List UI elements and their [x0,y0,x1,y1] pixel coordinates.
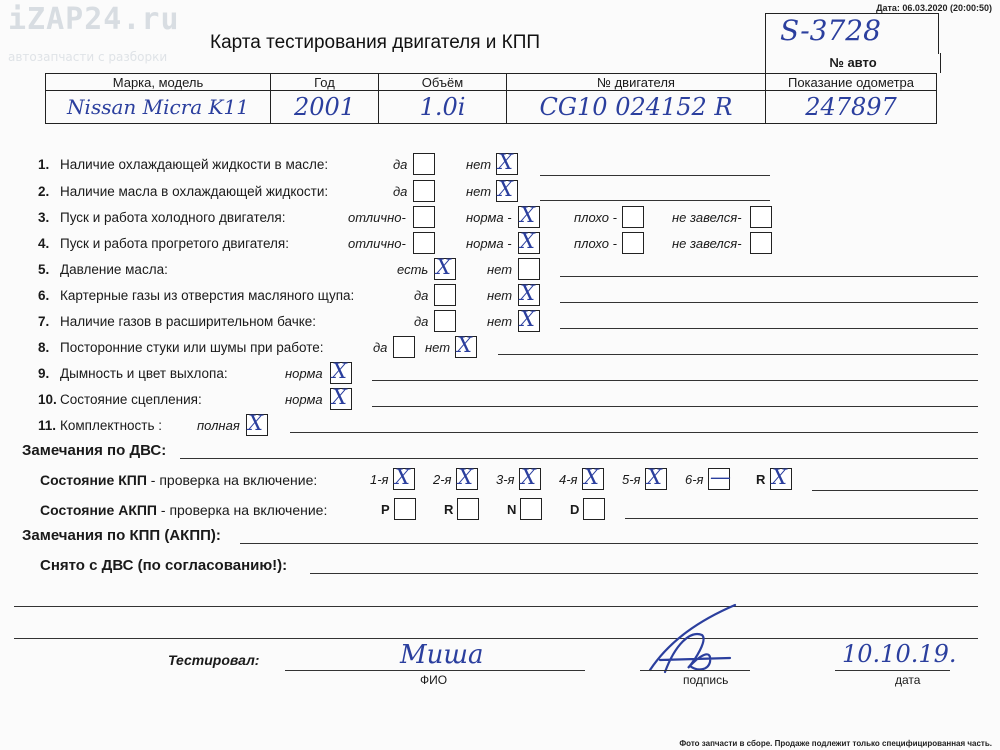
q6-note-line [560,302,978,303]
question-4: 4. Пуск и работа прогретого двигателя: [38,236,289,251]
akpp-n-checkbox[interactable] [520,498,542,520]
gearbox-remarks-line [240,543,978,544]
question-7: 7. Наличие газов в расширительном бачке: [38,314,317,329]
date-caption: дата [895,673,921,687]
signature-line [640,670,750,671]
gear-2-checkbox[interactable]: X [456,468,478,490]
automatic-check-label: Состояние АКПП - проверка на включение: [40,502,328,518]
q10-note-line [372,406,978,407]
q9-normal-checkbox[interactable]: X [330,362,352,384]
signature-caption: подпись [683,673,729,687]
value-year: 2001 [271,91,379,124]
q1-no-checkbox[interactable]: X [496,153,518,175]
q8-opt-no: нет [425,340,451,355]
akpp-d-label: D [570,502,580,517]
photo-footer-note: Фото запчасти в сборе. Продаже подлежит только специфицированная часть. [679,739,992,748]
q9-note-line [372,380,978,381]
gear-1-label: 1-я [370,472,389,487]
question-8: 8. Посторонние стуки или шумы при работе: [38,340,324,355]
q5-absent-checkbox[interactable] [518,258,540,280]
q4-opt-bad: плохо - [574,236,617,251]
q1-opt-no: нет [466,157,492,172]
value-engine-number: CG10 024152 R [507,91,766,124]
q4-normal-checkbox[interactable]: X [518,232,540,254]
q4-bad-checkbox[interactable] [622,232,644,254]
q5-opt-present: есть [397,262,429,277]
vehicle-info-table [45,73,937,124]
q3-normal-checkbox[interactable]: X [518,206,540,228]
q11-opt-complete: полная [197,418,240,433]
q11-note-line [290,432,978,433]
header-model: Марка, модель [46,74,271,91]
q1-opt-yes: да [393,157,408,172]
question-9: 9. Дымность и цвет выхлопа: [38,366,228,381]
site-watermark: iZAP24.ru [8,2,180,37]
question-6: 6. Картерные газы из отверстия масляного щупа: [38,288,355,303]
q3-opt-bad: плохо - [574,210,617,225]
tester-name-value: Миша [400,640,484,670]
card-title: Карта тестирования двигателя и КПП [210,32,541,53]
q4-opt-excellent: отлично- [348,236,406,251]
q2-opt-no: нет [466,184,492,199]
gear-reverse-label: R [756,472,766,487]
q7-opt-no: нет [487,314,513,329]
question-1: 1. Наличие охлаждающей жидкости в масле: [38,157,329,172]
q5-opt-absent: нет [487,262,513,277]
gearbox-note-line [812,490,978,491]
gear-4-label: 4-я [559,472,578,487]
q3-opt-excellent: отлично- [348,210,406,225]
tester-name-line [285,670,585,671]
akpp-n-label: N [507,502,517,517]
value-model: Nissan Micra K11 [46,91,271,124]
q4-excellent-checkbox[interactable] [413,232,435,254]
removed-parts-line-1 [310,573,978,574]
automatic-note-line [625,518,978,519]
q6-opt-no: нет [487,288,513,303]
q6-no-checkbox[interactable]: X [518,284,540,306]
q4-nostart-checkbox[interactable] [750,232,772,254]
removed-parts-line-3 [14,638,978,639]
q2-no-checkbox[interactable]: X [496,180,518,202]
question-3: 3. Пуск и работа холодного двигателя: [38,210,286,225]
header-engine-number: № двигателя [507,74,766,91]
engine-remarks-line [180,458,978,459]
q3-bad-checkbox[interactable] [622,206,644,228]
auto-number-label: № авто [765,53,941,73]
gear-reverse-checkbox[interactable]: X [770,468,792,490]
question-5: 5. Давление масла: [38,262,168,277]
question-11: 11. Комплектность : [38,418,163,433]
q2-note-line [540,200,770,201]
q8-no-checkbox[interactable]: X [455,336,477,358]
q4-opt-nostart: не завелся- [672,236,742,251]
q3-excellent-checkbox[interactable] [413,206,435,228]
header-year: Год [271,74,379,91]
tester-name-caption: ФИО [420,673,448,687]
auto-number-value: S-3728 [780,14,881,47]
q11-complete-checkbox[interactable]: X [246,414,268,436]
akpp-r-label: R [444,502,454,517]
q1-yes-checkbox[interactable] [413,153,435,175]
gear-3-label: 3-я [496,472,515,487]
test-date-value: 10.10.19. [842,640,957,668]
akpp-p-checkbox[interactable] [394,498,416,520]
q2-opt-yes: да [393,184,408,199]
gear-2-label: 2-я [433,472,452,487]
date-line [835,670,950,671]
header-odometer: Показание одометра [766,74,937,91]
akpp-p-label: P [381,502,390,517]
q9-opt-normal: норма [285,366,323,381]
site-watermark-tagline: автозапчасти с разборки [8,50,168,64]
q8-note-line [498,354,978,355]
q5-present-checkbox[interactable]: X [434,258,456,280]
auto-number-box [765,13,939,54]
question-10: 10. Состояние сцепления: [38,392,202,407]
q6-yes-checkbox[interactable] [434,284,456,306]
q8-opt-yes: да [373,340,388,355]
removed-parts-line-2 [14,606,978,607]
q7-yes-checkbox[interactable] [434,310,456,332]
value-odometer: 247897 [766,91,937,124]
q8-yes-checkbox[interactable] [393,336,415,358]
q6-opt-yes: да [414,288,429,303]
header-volume: Объём [379,74,507,91]
gear-5-checkbox[interactable]: X [645,468,667,490]
gear-6-label: 6-я [685,472,704,487]
q7-opt-yes: да [414,314,429,329]
q1-note-line [540,175,770,176]
gear-6-checkbox[interactable]: — [710,465,731,489]
akpp-d-checkbox[interactable] [583,498,605,520]
q3-nostart-checkbox[interactable] [750,206,772,228]
photo-date-stamp: Дата: 06.03.2020 (20:00:50) [876,3,992,13]
tested-by-label: Тестировал: [168,652,260,668]
gear-3-checkbox[interactable]: X [519,468,541,490]
q7-note-line [560,328,978,329]
engine-remarks-label: Замечания по ДВС: [22,442,167,459]
q4-opt-normal: норма - [466,236,512,251]
gear-4-checkbox[interactable]: X [582,468,604,490]
q3-opt-nostart: не завелся- [672,210,742,225]
gear-5-label: 5-я [622,472,641,487]
q5-note-line [560,276,978,277]
q10-opt-normal: норма [285,392,323,407]
q2-yes-checkbox[interactable] [413,180,435,202]
question-2: 2. Наличие масла в охлаждающей жидкости: [38,184,329,199]
gear-1-checkbox[interactable]: X [393,468,415,490]
gearbox-remarks-label: Замечания по КПП (АКПП): [22,527,221,544]
q3-opt-normal: норма - [466,210,512,225]
q7-no-checkbox[interactable]: X [518,310,540,332]
q10-normal-checkbox[interactable]: X [330,388,352,410]
akpp-r-checkbox[interactable] [457,498,479,520]
value-volume: 1.0i [379,91,507,124]
removed-parts-label: Снято с ДВС (по согласованию!): [40,557,288,574]
gearbox-check-label: Состояние КПП - проверка на включение: [40,472,318,488]
